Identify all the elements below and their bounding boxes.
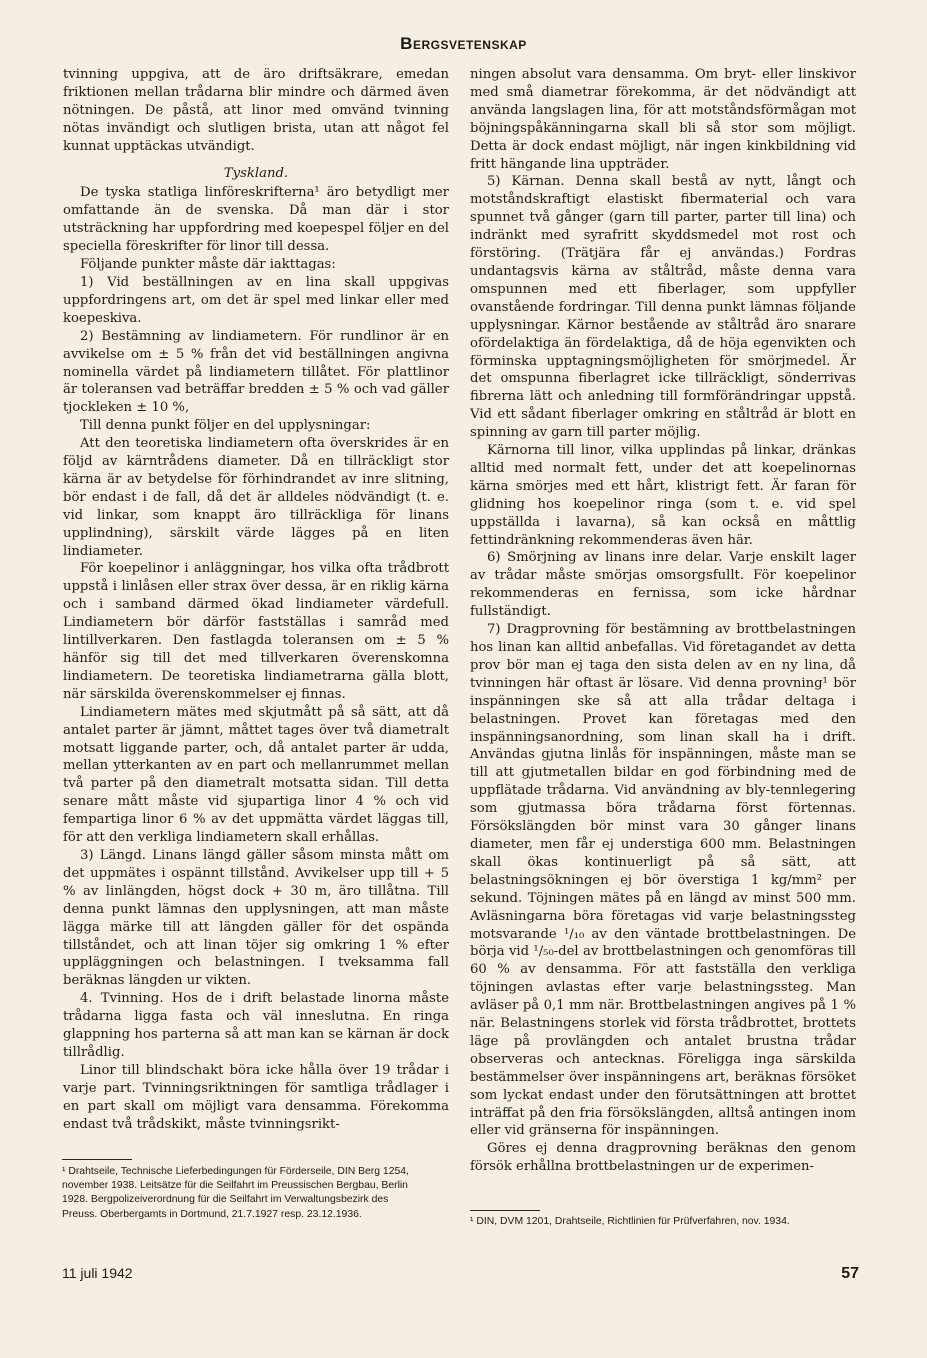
- paragraph: Tyskland.: [223, 165, 289, 181]
- paragraph: Göres ej denna dragprovning beräknas den genom försök erhållna brottbelastningen ur de experimen-: [470, 1141, 856, 1175]
- paragraph: 7) Dragprovning för bestämning av brottbelastningen hos linan kan alltid anbefallas. Vid företagandet av detta prov bör man ej taga den sista delen av en ny lina, då tvinningen här oftast är lösare. Vid denna provning¹ bör inspänningen ske så att alla trådar deltaga i belastningen. Provet kan företagas med den inspänningsanordning, som linan skall ha i drift. Användas gjutna linlås för inspänningen, måste man se till att gjutmetallen bildar en god förbindning med de uppflätade trådarna. Vid användning av bly-tennlegering som gjutmassa böra trådarna först förtennas. Försökslängden bör minst vara 30 gånger linans diameter, men får ej understiga 600 mm. Belastningen skall ökas kontinuerligt på så sätt, att belastningsökningen ej bör överstiga 1 kg/mm² per sekund. Töjningen mätes på en längd av minst 500 mm. Avläsningarna böra företagas vid varje belastningssteg motsvarande ¹/₁₀ av den väntade brottbelastningen. De börja vid ¹/₅₀-del av brottbelastningen och genomföras till 60 % av densamma. För att fastställa den verkliga töjningen avlastas efter varje belastningssteg. Man avläser på 0,1 mm när. Brottbelastningen angives på 1 % när. Belastningens storlek vid första trådbrottet, brottets läge på provlängden och antalet brustna trådar observeras och antecknas. Föreligga inga särskilda bestämmelser över inspänningens art, beräknas försöket som lyckat endast under den förutsättningen att brottet inträffat på den fria försökslängden, alltså antingen inom eller vid gränserna för inspänningen.: [470, 622, 856, 1139]
- paragraph: 4. Tvinning. Hos de i drift belastade linorna måste trådarna ligga fasta och väl inneslutna. En ringa glappning hos parterna så att man kan se kärnan är dock tillrådlig.: [63, 991, 449, 1060]
- paragraph: Linor till blindschakt böra icke hålla över 19 trådar i varje part. Tvinningsriktningen för samtliga trådlager i en part skall om möjligt vara densamma. Förekomma endast två trådskikt, måste tvinningsrikt-: [63, 1062, 449, 1132]
- footnote-left: ¹ Drahtseile, Technische Lieferbedingungen für Förderseile, DIN Berg 1254, november 1938. Leitsätze für die Seilfahrt im Preussischen Bergbau, Berlin 1928. Bergpolizeiverordnung für die Seilfahrt im Verwaltungsbezirk des Preuss. Oberbergamts in Dortmund, 21.7.1927 resp. 23.12.1936.: [62, 1166, 409, 1220]
- footnote-rule-right: [470, 1210, 540, 1211]
- left-column: [63, 66, 449, 1133]
- page-number: 57: [841, 1265, 859, 1282]
- paragraph: Följande punkter måste där iakttagas:: [80, 257, 336, 273]
- paragraph: 6) Smörjning av linans inre delar. Varje enskilt lager av trådar måste smörjas omsorgsfullt. För koepelinor rekommenderas en fernissa, som icke hårdnar fullständigt.: [470, 550, 856, 620]
- running-header: Bergsvetenskap: [400, 34, 527, 53]
- paragraph: tvinning uppgiva, att de äro driftsäkrare, emedan friktionen mellan trådarna blir mindre och därmed även nötningen. De påstå, att linor med omvänd tvinning nötas invändigt och slutligen brista, utan att något fel kunnat upptäckas utvändigt.: [63, 67, 449, 154]
- paragraph: Till denna punkt följer en del upplysningar:: [80, 418, 371, 434]
- footnote-rule-left: [62, 1159, 132, 1160]
- right-column: [470, 66, 856, 1176]
- paragraph: 3) Längd. Linans längd gäller såsom minsta mått om det uppmätes i ospännt tillstånd. Avvikelser upp till + 5 % av linlängden, högst dock + 30 m, äro tillåtna. Till denna punkt lämnas den upplysningen, att man måste lägga märke till att längden gäller för det ospända tillståndet, och att linan töjer sig omkring 1 % efter uppläggningen och belastningen. I tveksamma fall beräknas längden ur vikten.: [63, 847, 449, 989]
- paragraph: 2) Bestämning av lindiametern. För rundlinor är en avvikelse om ± 5 % från det vid beställningen angivna nominella värdet på lindiametern tillåtet. För plattlinor är toleransen vad beträffar bredden ± 5 % och vad gäller tjockleken ± 10 %,: [63, 328, 449, 416]
- paragraph: Lindiametern mätes med skjutmått på så sätt, att då antalet parter är jämnt, måttet tages över två diametralt motsatt liggande parter, och, då antalet parter är udda, mellan ytterkanten av en part och mellanrummet mellan två parter på den diametralt motsatta sidan. Till detta senare mått måste vid sjupartiga linor 4 % och vid fempartiga linor 6 % av det uppmätta värdet läggas till, för att den verkliga lindiametern skall erhållas.: [63, 704, 449, 846]
- paragraph: Kärnorna till linor, vilka upplindas på linkar, dränkas alltid med normalt fett, under det att koepelinornas kärna smörjes med ett hårt, klistrigt fett. Är faran för glidning hos koepelinor ringa (som t. e. vid spel uppställda i lavarna), så kan också en måttlig fettindränkning rekommenderas även här.: [470, 443, 856, 548]
- footnote-right: ¹ DIN, DVM 1201, Drahtseile, Richtlinien für Prüfverfahren, nov. 1934.: [470, 1216, 790, 1227]
- issue-date: 11 juli 1942: [62, 1265, 133, 1281]
- paragraph: För koepelinor i anläggningar, hos vilka ofta trådbrott uppstå i linlåsen eller strax över dessa, är en riklig kärna och i samband därmed ökad lindiameter värdefull. Lindiametern bör därför fastställas i samråd med lintillverkaren. Den fastlagda toleransen om ± 5 % hänför sig till det med tillverkaren överenskomna lindiametern. De teoretiska lindiametrarna gälla blott, när särskilda överenskommelser ej finnas.: [63, 561, 449, 702]
- paragraph: Att den teoretiska lindiametern ofta överskrides är en följd av kärntrådens diameter. Då en tillräckligt stor kärna är av betydelse för förhindrandet av inre slitning, bör endast i de fall, då det är alldeles nödvändigt (t. e. vid linkar, som knappt äro tillräckliga för linans upplindning), särskilt värde lägges på en liten lindiameter.: [63, 436, 449, 559]
- paragraph: ningen absolut vara densamma. Om bryt- eller linskivor med små diametrar förekomma, är det nödvändigt att använda langslagen lina, för att motståndsförmågan mot böjningspåkänningarna skall bli så stor som möjligt. Detta är dock endast möjligt, när ingen kinkbildning vid fritt hängande lina uppträder.: [470, 67, 856, 172]
- paragraph: De tyska statliga linföreskrifterna¹ äro betydligt mer omfattande än de svenska. Då man där i stor utsträckning har uppfordring med koepespel följer en del speciella föreskrifter för linor till dessa.: [63, 185, 449, 255]
- paragraph: 5) Kärnan. Denna skall bestå av nytt, långt och motståndskraftigt elastiskt fibermaterial och vara spunnet två gånger (garn till parter, parter till lina) och indränkt med syrafritt skyddsmedel mot rost och förstöring. (Trätjära får ej användas.) Fordras undantagsvis kärna av ståltråd, måste denna vara omspunnen med ett fiberlager, som uppfyller ovanstående fordringar. Till denna punkt lämnas följande upplysningar. Kärnor bestående av ståltråd äro snarare ofördelaktiga än fördelaktiga, då de höja egenvikten och förminska upptagningsmöjligheten för smörjmedel. Är det omspunna fiberlagret icke tillräckligt, sönderrivas fibrerna lätt och anledning till formförändringar uppstå. Vid ett sådant fiberlager omkring en ståltråd är blott en spinning av garn till parter möjlig.: [470, 174, 856, 441]
- paragraph: 1) Vid beställningen av en lina skall uppgivas uppfordringens art, om det är spel med linkar eller med koepeskiva.: [63, 274, 449, 326]
